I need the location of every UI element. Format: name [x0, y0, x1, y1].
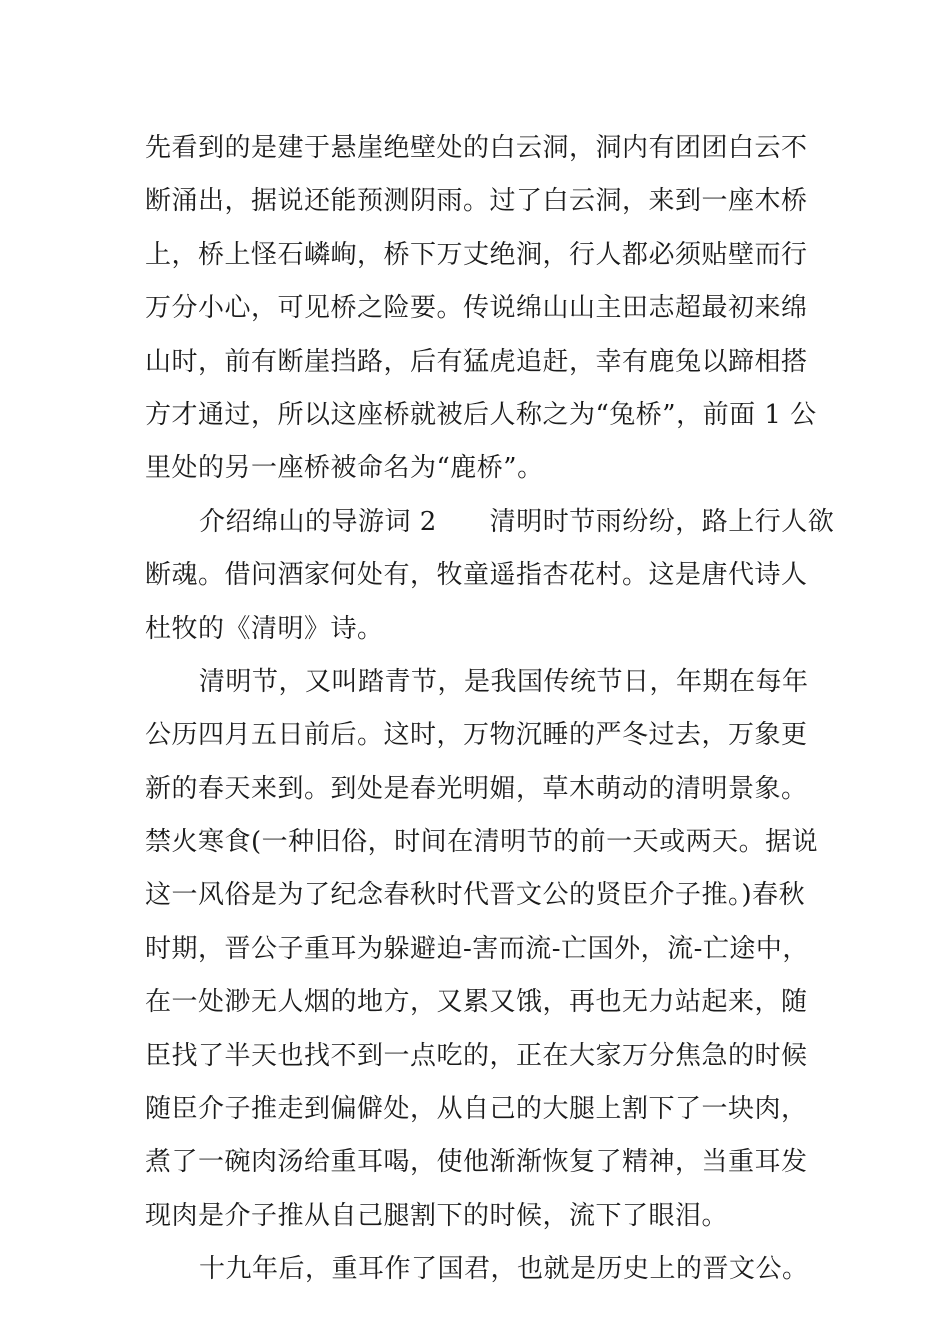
text-line: 煮了一碗肉汤给重耳喝，使他渐渐恢复了精神，当重耳发 — [145, 1147, 808, 1178]
text-line: 方才通过，所以这座桥就被后人称之为“兔桥”，前面 1 公 — [145, 399, 817, 430]
text-line: 这一风俗是为了纪念春秋时代晋文公的贤臣介子推。)春秋 — [145, 880, 806, 911]
paragraph-start-line: 十九年后，重耳作了国君，也就是历史上的晋文公。 — [199, 1254, 809, 1285]
text-line: 断魂。借问酒家何处有，牧童遥指杏花村。这是唐代诗人 — [145, 560, 808, 591]
text-line: 先看到的是建于悬崖绝壁处的白云洞，洞内有团团白云不 — [145, 133, 808, 163]
text-line: 万分小心，可见桥之险要。传说绵山山主田志超最初来绵 — [145, 293, 808, 324]
text-line: 公历四月五日前后。这时，万物沉睡的严冬过去，万象更 — [145, 720, 808, 751]
document-body — [145, 122, 835, 1297]
text-line: 杜牧的《清明》诗。 — [145, 613, 384, 644]
text-line: 山时，前有断崖挡路，后有猛虎追赶，幸有鹿兔以蹄相搭 — [145, 346, 808, 377]
text-line: 断涌出，据说还能预测阴雨。过了白云洞，来到一座木桥 — [145, 186, 808, 217]
text-line: 里处的另一座桥被命名为“鹿桥”。 — [145, 453, 544, 484]
text-line: 臣找了半天也找不到一点吃的，正在大家万分焦急的时候 — [145, 1040, 808, 1071]
text-line: 禁火寒食(一种旧俗，时间在清明节的前一天或两天。据说 — [145, 827, 819, 858]
text-line: 现肉是介子推从自己腿割下的时候，流下了眼泪。 — [145, 1200, 729, 1231]
section-heading-line: 介绍绵山的导游词 2 清明时节雨纷纷，路上行人欲 — [199, 506, 835, 537]
text-line: 时期，晋公子重耳为躲避迫-害而流-亡国外，流-亡途中， — [145, 933, 809, 964]
paragraph-start-line: 清明节，又叫踏青节，是我国传统节日，年期在每年 — [199, 666, 809, 697]
text-line: 上，桥上怪石嶙峋，桥下万丈绝涧，行人都必须贴壁而行 — [145, 239, 808, 270]
text-line: 新的春天来到。到处是春光明媚，草木萌动的清明景象。 — [145, 773, 808, 804]
text-line: 随臣介子推走到偏僻处，从自己的大腿上割下了一块肉， — [145, 1094, 808, 1125]
text-line: 在一处渺无人烟的地方，又累又饿，再也无力站起来，随 — [145, 987, 808, 1018]
